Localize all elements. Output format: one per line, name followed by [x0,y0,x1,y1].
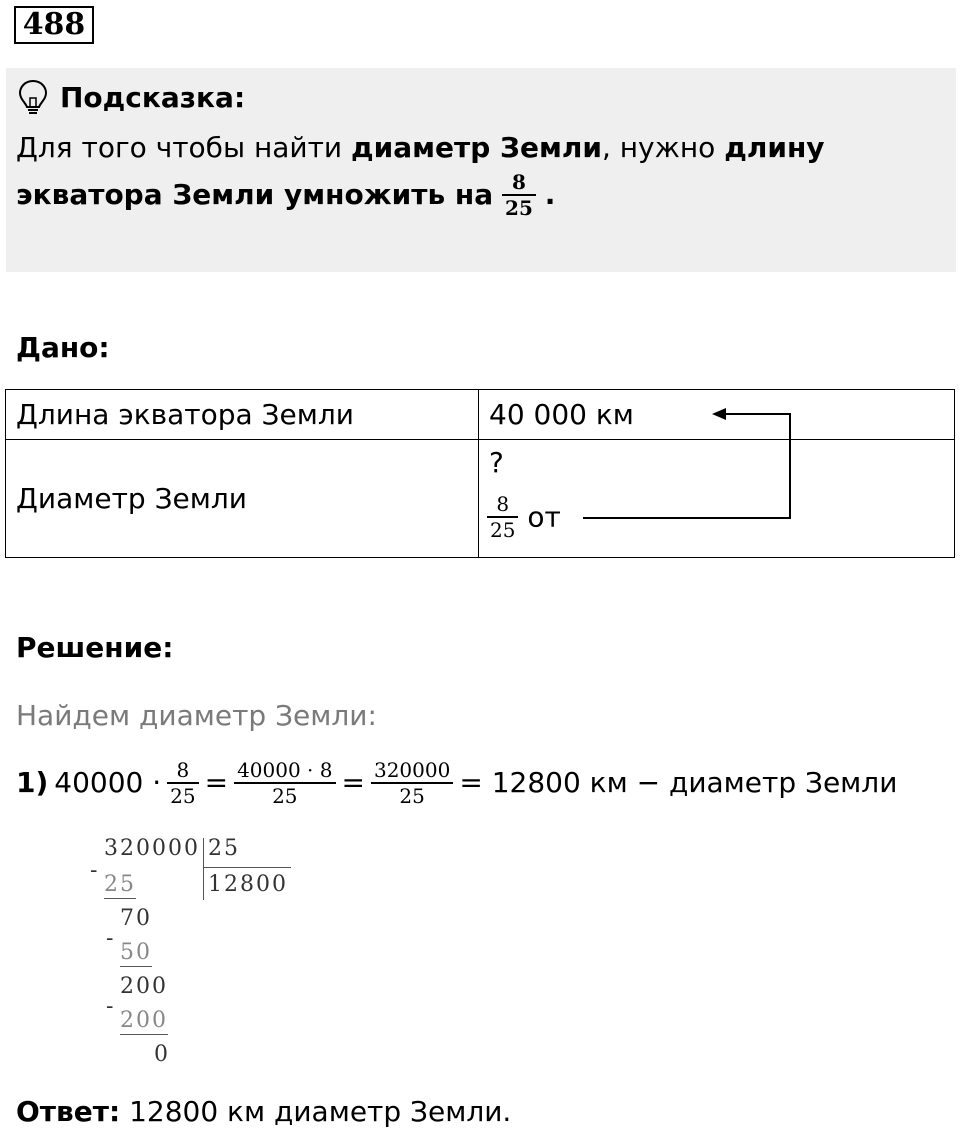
hint-bold-text: экватора Земли умножить на [16,178,494,211]
hint-title: Подсказка: [60,81,246,114]
fraction-3 [371,758,453,808]
unknown-mark: ? [489,446,504,479]
fraction-numerator: 40000 · 8 [234,758,335,784]
remainder: 200 [120,974,168,999]
fraction-numerator: 8 [167,758,198,784]
answer-text: 12800 км диаметр Земли. [120,1095,512,1128]
hint-text: Для того чтобы найти [16,131,352,164]
step-result: = 12800 км − диаметр Земли [459,766,898,799]
hint-bold-text: длину [724,131,825,164]
task-number: 488 [14,6,94,44]
given-title: Дано: [16,331,110,364]
divisor: 25 [208,836,240,861]
fraction-denominator: 25 [490,518,516,542]
answer-label: Ответ: [16,1095,121,1128]
table-cell: Диаметр Земли [6,440,479,558]
solution-title: Решение: [16,631,174,664]
subtrahend: 200 [120,1008,168,1033]
fraction-denominator: 25 [170,784,196,808]
fraction-denominator: 25 [272,784,298,808]
fraction-denominator: 25 [505,196,533,220]
minus-sign: - [106,994,116,1019]
solution-intro: Найдем диаметр Земли: [16,699,377,732]
hint-bold-text: диаметр Земли [351,131,602,164]
hint-period: . [544,178,556,211]
step-label: 1) [16,766,49,799]
fraction-numerator: 320000 [371,758,453,784]
table-cell: Длина экватора Земли [6,390,479,440]
quotient: 12800 [208,872,288,897]
division-bracket [203,838,204,900]
minus-sign: - [90,858,100,883]
given-suffix: от [527,500,561,534]
table-cell: 40 000 км [479,390,955,440]
divisor-underline [203,867,291,868]
fraction-numerator: 8 [487,492,518,518]
subtrahend: 50 [120,940,152,965]
remainder: 0 [154,1042,170,1067]
minus-sign: - [106,926,116,951]
fraction-numerator: 8 [502,170,536,196]
answer [16,1094,511,1130]
solution-step [16,748,897,818]
equals-sign: = [204,766,229,799]
fraction-1 [167,758,198,808]
fraction-2 [234,758,335,808]
equals-sign: = [341,766,365,799]
step-expression: 40000 · [54,766,162,799]
remainder: 70 [120,906,152,931]
hint-text: , нужно [601,131,725,164]
fraction-denominator: 25 [399,784,425,808]
long-division [88,836,308,1066]
dividend: 320000 [104,836,200,861]
subtrahend: 25 [104,872,136,897]
